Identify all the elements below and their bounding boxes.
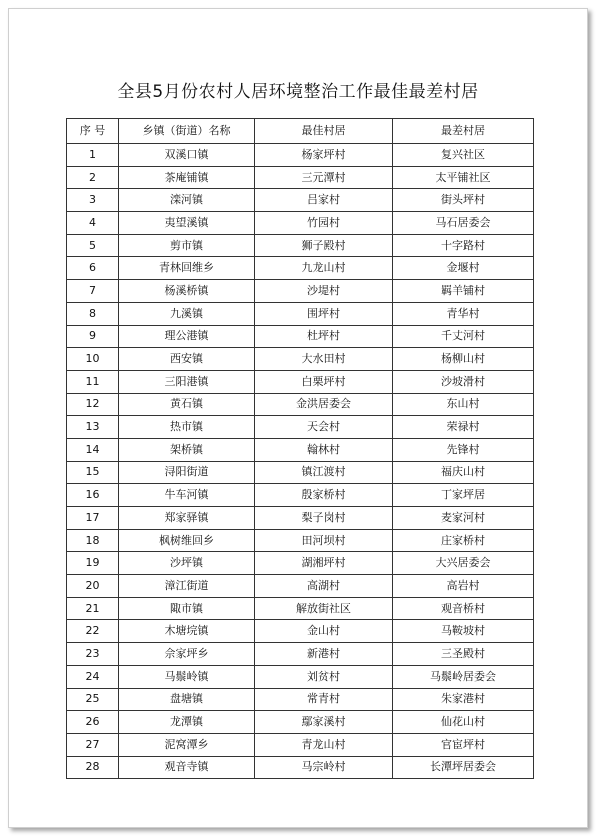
cell-best-village: 殷家桥村 <box>255 484 393 507</box>
table-row <box>67 665 534 688</box>
table-row <box>67 144 534 167</box>
table-row <box>67 597 534 620</box>
cell-worst-village: 复兴社区 <box>393 144 534 167</box>
cell-town-name: 理公港镇 <box>119 325 255 348</box>
table-row <box>67 257 534 280</box>
table-row <box>67 688 534 711</box>
cell-town-name: 青林回维乡 <box>119 257 255 280</box>
cell-serial-number: 19 <box>67 552 119 575</box>
cell-town-name: 滦河镇 <box>119 189 255 212</box>
cell-town-name: 浔阳街道 <box>119 461 255 484</box>
table-body <box>67 144 534 779</box>
cell-best-village: 白栗坪村 <box>255 370 393 393</box>
cell-serial-number: 25 <box>67 688 119 711</box>
cell-town-name: 郑家驿镇 <box>119 507 255 530</box>
header-town-name: 乡镇（街道）名称 <box>119 119 255 144</box>
cell-serial-number: 21 <box>67 597 119 620</box>
cell-serial-number: 17 <box>67 507 119 530</box>
cell-serial-number: 12 <box>67 393 119 416</box>
cell-best-village: 大水田村 <box>255 348 393 371</box>
table-row <box>67 756 534 779</box>
cell-town-name: 牛车河镇 <box>119 484 255 507</box>
cell-worst-village: 太平铺社区 <box>393 166 534 189</box>
cell-serial-number: 4 <box>67 212 119 235</box>
table-row <box>67 416 534 439</box>
cell-town-name: 夷望溪镇 <box>119 212 255 235</box>
cell-town-name: 木塘垸镇 <box>119 620 255 643</box>
cell-worst-village: 荣禄村 <box>393 416 534 439</box>
cell-worst-village: 羁羊铺村 <box>393 280 534 303</box>
cell-best-village: 杜坪村 <box>255 325 393 348</box>
cell-best-village: 解放街社区 <box>255 597 393 620</box>
cell-serial-number: 18 <box>67 529 119 552</box>
cell-worst-village: 观音桥村 <box>393 597 534 620</box>
cell-serial-number: 24 <box>67 665 119 688</box>
cell-town-name: 泥窝潭乡 <box>119 733 255 756</box>
document-page <box>8 8 588 828</box>
cell-town-name: 热市镇 <box>119 416 255 439</box>
cell-best-village: 鄢家溪村 <box>255 711 393 734</box>
cell-best-village: 杨家坪村 <box>255 144 393 167</box>
table-row <box>67 370 534 393</box>
table-row <box>67 733 534 756</box>
cell-best-village: 沙堤村 <box>255 280 393 303</box>
cell-worst-village: 庄家桥村 <box>393 529 534 552</box>
table-row <box>67 575 534 598</box>
cell-serial-number: 11 <box>67 370 119 393</box>
cell-serial-number: 2 <box>67 166 119 189</box>
cell-town-name: 黄石镇 <box>119 393 255 416</box>
cell-town-name: 漳江街道 <box>119 575 255 598</box>
cell-town-name: 架桥镇 <box>119 438 255 461</box>
cell-worst-village: 先锋村 <box>393 438 534 461</box>
cell-worst-village: 青华村 <box>393 302 534 325</box>
cell-best-village: 天会村 <box>255 416 393 439</box>
cell-worst-village: 千丈河村 <box>393 325 534 348</box>
cell-best-village: 吕家村 <box>255 189 393 212</box>
cell-worst-village: 街头坪村 <box>393 189 534 212</box>
table-row <box>67 280 534 303</box>
table-row <box>67 711 534 734</box>
document-title: 全县5月份农村人居环境整治工作最佳最差村居 <box>117 82 479 102</box>
cell-worst-village: 杨柳山村 <box>393 348 534 371</box>
cell-serial-number: 6 <box>67 257 119 280</box>
cell-best-village: 九龙山村 <box>255 257 393 280</box>
cell-serial-number: 20 <box>67 575 119 598</box>
cell-serial-number: 22 <box>67 620 119 643</box>
cell-serial-number: 26 <box>67 711 119 734</box>
cell-worst-village: 十字路村 <box>393 234 534 257</box>
cell-serial-number: 8 <box>67 302 119 325</box>
header-best-village: 最佳村居 <box>255 119 393 144</box>
table-row <box>67 438 534 461</box>
cell-best-village: 竹园村 <box>255 212 393 235</box>
cell-worst-village: 官宦坪村 <box>393 733 534 756</box>
cell-best-village: 翰林村 <box>255 438 393 461</box>
cell-best-village: 镇江渡村 <box>255 461 393 484</box>
cell-serial-number: 23 <box>67 643 119 666</box>
cell-worst-village: 三圣殿村 <box>393 643 534 666</box>
table-row <box>67 166 534 189</box>
cell-town-name: 马鬃岭镇 <box>119 665 255 688</box>
cell-town-name: 佘家坪乡 <box>119 643 255 666</box>
cell-best-village: 围坪村 <box>255 302 393 325</box>
cell-worst-village: 丁家坪居 <box>393 484 534 507</box>
cell-town-name: 三阳港镇 <box>119 370 255 393</box>
table-header-row <box>67 119 534 144</box>
table-row <box>67 552 534 575</box>
cell-town-name: 西安镇 <box>119 348 255 371</box>
cell-town-name: 杨溪桥镇 <box>119 280 255 303</box>
cell-town-name: 盘塘镇 <box>119 688 255 711</box>
table-row <box>67 393 534 416</box>
table-row <box>67 325 534 348</box>
cell-serial-number: 7 <box>67 280 119 303</box>
cell-worst-village: 长潭坪居委会 <box>393 756 534 779</box>
cell-town-name: 茶庵铺镇 <box>119 166 255 189</box>
table-row <box>67 212 534 235</box>
cell-worst-village: 福庆山村 <box>393 461 534 484</box>
cell-town-name: 观音寺镇 <box>119 756 255 779</box>
table-row <box>67 302 534 325</box>
cell-best-village: 湖湘坪村 <box>255 552 393 575</box>
cell-best-village: 新港村 <box>255 643 393 666</box>
table-row <box>67 507 534 530</box>
cell-serial-number: 27 <box>67 733 119 756</box>
cell-worst-village: 高岩村 <box>393 575 534 598</box>
cell-serial-number: 14 <box>67 438 119 461</box>
cell-town-name: 双溪口镇 <box>119 144 255 167</box>
table-row <box>67 529 534 552</box>
cell-best-village: 青龙山村 <box>255 733 393 756</box>
cell-worst-village: 麦家河村 <box>393 507 534 530</box>
cell-worst-village: 沙坡滑村 <box>393 370 534 393</box>
cell-best-village: 常青村 <box>255 688 393 711</box>
cell-serial-number: 16 <box>67 484 119 507</box>
table-row <box>67 461 534 484</box>
cell-best-village: 刘贫村 <box>255 665 393 688</box>
cell-best-village: 高湖村 <box>255 575 393 598</box>
table-row <box>67 348 534 371</box>
cell-town-name: 龙潭镇 <box>119 711 255 734</box>
header-worst-village: 最差村居 <box>393 119 534 144</box>
cell-town-name: 剪市镇 <box>119 234 255 257</box>
cell-best-village: 金山村 <box>255 620 393 643</box>
cell-serial-number: 9 <box>67 325 119 348</box>
cell-worst-village: 朱家港村 <box>393 688 534 711</box>
cell-serial-number: 3 <box>67 189 119 212</box>
table-row <box>67 643 534 666</box>
cell-best-village: 田河坝村 <box>255 529 393 552</box>
cell-worst-village: 大兴居委会 <box>393 552 534 575</box>
cell-worst-village: 马鬃岭居委会 <box>393 665 534 688</box>
cell-best-village: 三元潭村 <box>255 166 393 189</box>
cell-worst-village: 金堰村 <box>393 257 534 280</box>
cell-worst-village: 东山村 <box>393 393 534 416</box>
cell-town-name: 九溪镇 <box>119 302 255 325</box>
ranking-table <box>66 118 534 779</box>
cell-town-name: 沙坪镇 <box>119 552 255 575</box>
cell-worst-village: 马鞍坡村 <box>393 620 534 643</box>
table-row <box>67 620 534 643</box>
cell-worst-village: 仙花山村 <box>393 711 534 734</box>
cell-serial-number: 15 <box>67 461 119 484</box>
table-row <box>67 234 534 257</box>
cell-serial-number: 5 <box>67 234 119 257</box>
cell-town-name: 陬市镇 <box>119 597 255 620</box>
cell-worst-village: 马石居委会 <box>393 212 534 235</box>
cell-best-village: 马宗岭村 <box>255 756 393 779</box>
cell-best-village: 金洪居委会 <box>255 393 393 416</box>
table-row <box>67 484 534 507</box>
cell-best-village: 梨子岗村 <box>255 507 393 530</box>
cell-serial-number: 1 <box>67 144 119 167</box>
cell-town-name: 枫树维回乡 <box>119 529 255 552</box>
cell-best-village: 狮子殿村 <box>255 234 393 257</box>
header-serial-number: 序 号 <box>67 119 119 144</box>
cell-serial-number: 10 <box>67 348 119 371</box>
cell-serial-number: 13 <box>67 416 119 439</box>
table-row <box>67 189 534 212</box>
cell-serial-number: 28 <box>67 756 119 779</box>
